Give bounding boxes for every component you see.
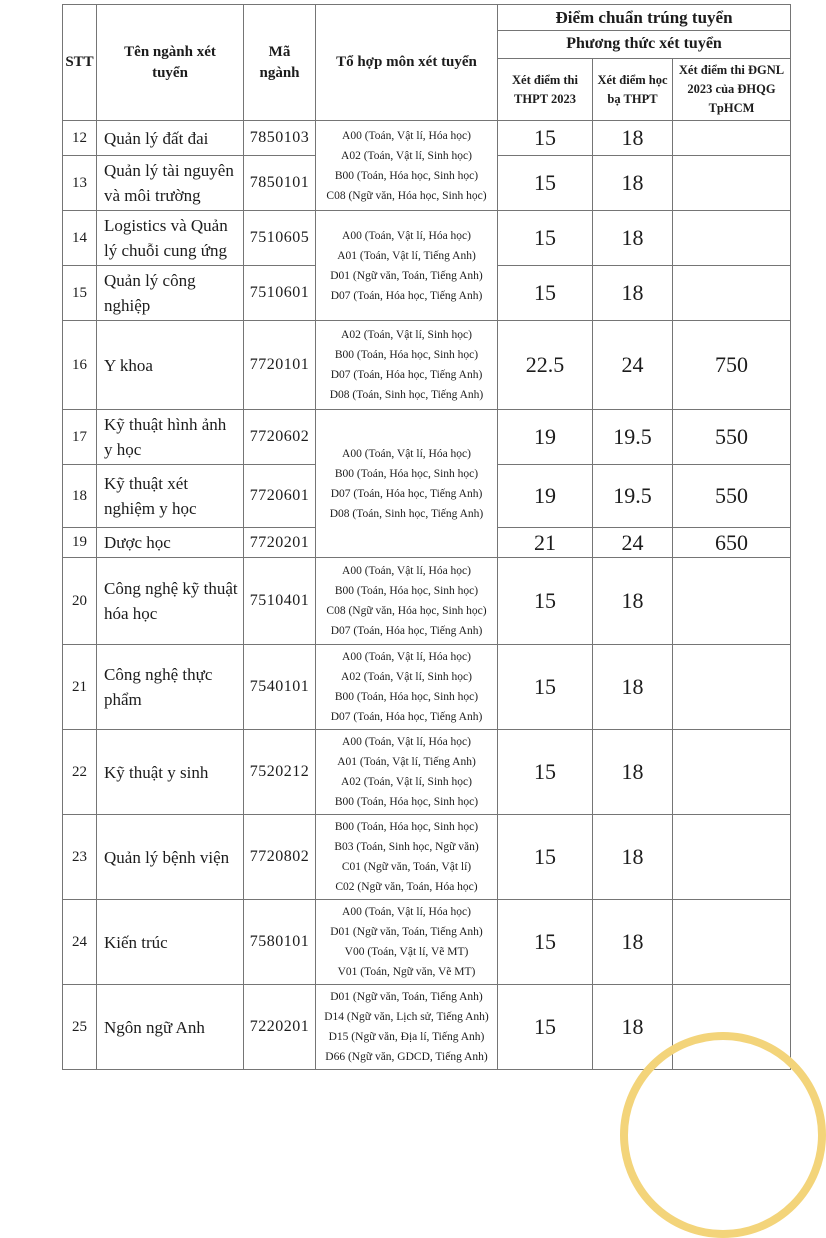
cell-major-name: Quản lý bệnh viện bbox=[97, 815, 244, 900]
combo-line: D07 (Toán, Hóa học, Tiếng Anh) bbox=[330, 711, 483, 723]
cell-stt: 18 bbox=[63, 465, 97, 528]
cell-major-code: 7720601 bbox=[244, 465, 316, 528]
cell-major-name: Dược học bbox=[97, 528, 244, 558]
cell-score-thpt: 19 bbox=[498, 410, 593, 465]
cell-score-thpt: 19 bbox=[498, 465, 593, 528]
cell-major-code: 7850103 bbox=[244, 121, 316, 156]
cell-stt: 17 bbox=[63, 410, 97, 465]
cell-score-thpt: 15 bbox=[498, 900, 593, 985]
table-row-21 bbox=[63, 645, 791, 730]
cell-subject-combos bbox=[316, 900, 498, 985]
combo-line: A02 (Toán, Vật lí, Sinh học) bbox=[341, 776, 472, 788]
cell-subject-combos bbox=[316, 730, 498, 815]
cell-major-name: Kỹ thuật xét nghiệm y học bbox=[97, 465, 244, 528]
cell-stt: 25 bbox=[63, 985, 97, 1070]
cell-major-code: 7720802 bbox=[244, 815, 316, 900]
col-header-major: Tên ngành xét tuyển bbox=[97, 5, 244, 121]
combo-line: D14 (Ngữ văn, Lịch sử, Tiếng Anh) bbox=[324, 1011, 489, 1023]
cell-subject-combos bbox=[316, 645, 498, 730]
cell-score-dgnl bbox=[673, 730, 791, 815]
cell-score-dgnl bbox=[673, 211, 791, 266]
header-group-subtitle: Phương thức xét tuyển bbox=[498, 31, 791, 59]
cell-score-dgnl bbox=[673, 156, 791, 211]
cell-subject-combos bbox=[316, 211, 498, 321]
combo-line: A02 (Toán, Vật lí, Sinh học) bbox=[341, 149, 472, 162]
combo-line: A02 (Toán, Vật lí, Sinh học) bbox=[341, 329, 472, 341]
cell-score-thpt: 15 bbox=[498, 156, 593, 211]
cell-score-thpt: 22.5 bbox=[498, 321, 593, 410]
cell-subject-combos bbox=[316, 815, 498, 900]
cell-score-hocba: 18 bbox=[593, 815, 673, 900]
cell-score-hocba: 18 bbox=[593, 211, 673, 266]
combo-line: D01 (Ngữ văn, Toán, Tiếng Anh) bbox=[330, 991, 483, 1003]
col-header-method-thpt: Xét điểm thi THPT 2023 bbox=[498, 59, 593, 121]
cell-major-code: 7510601 bbox=[244, 266, 316, 321]
cell-stt: 20 bbox=[63, 558, 97, 645]
table-row-16 bbox=[63, 321, 791, 410]
combo-line: A00 (Toán, Vật lí, Hóa học) bbox=[342, 447, 471, 460]
cell-stt: 16 bbox=[63, 321, 97, 410]
cell-score-dgnl bbox=[673, 558, 791, 645]
cell-major-code: 7510605 bbox=[244, 211, 316, 266]
combo-line: D15 (Ngữ văn, Địa lí, Tiếng Anh) bbox=[328, 1031, 485, 1043]
cell-score-thpt: 15 bbox=[498, 211, 593, 266]
cell-stt: 22 bbox=[63, 730, 97, 815]
combo-line: B00 (Toán, Hóa học, Sinh học) bbox=[334, 691, 479, 703]
combo-line: B00 (Toán, Hóa học, Sinh học) bbox=[334, 467, 479, 480]
cell-score-thpt: 15 bbox=[498, 266, 593, 321]
table-row-20 bbox=[63, 558, 791, 645]
cell-score-hocba: 18 bbox=[593, 266, 673, 321]
cell-score-dgnl: 550 bbox=[673, 410, 791, 465]
combo-line: C02 (Ngữ văn, Toán, Hóa học) bbox=[335, 881, 478, 893]
combo-line: C08 (Ngữ văn, Hóa học, Sinh học) bbox=[326, 189, 487, 202]
cell-major-code: 7540101 bbox=[244, 645, 316, 730]
cell-score-hocba: 19.5 bbox=[593, 465, 673, 528]
cell-subject-combos bbox=[316, 321, 498, 410]
combo-line: D07 (Toán, Hóa học, Tiếng Anh) bbox=[330, 369, 483, 381]
cell-score-thpt: 15 bbox=[498, 985, 593, 1070]
col-header-stt: STT bbox=[63, 5, 97, 121]
combo-line: D01 (Ngữ văn, Toán, Tiếng Anh) bbox=[330, 926, 483, 938]
combo-line: A00 (Toán, Vật lí, Hóa học) bbox=[342, 906, 471, 918]
admission-scores-table bbox=[62, 4, 791, 1070]
cell-major-name: Kỹ thuật y sinh bbox=[97, 730, 244, 815]
cell-major-code: 7510401 bbox=[244, 558, 316, 645]
cell-subject-combos bbox=[316, 558, 498, 645]
cell-score-dgnl bbox=[673, 121, 791, 156]
cell-stt: 15 bbox=[63, 266, 97, 321]
combo-line: D08 (Toán, Sinh học, Tiếng Anh) bbox=[329, 389, 484, 401]
cell-major-code: 7720101 bbox=[244, 321, 316, 410]
combo-line: C01 (Ngữ văn, Toán, Vật lí) bbox=[341, 861, 472, 873]
cell-score-dgnl: 550 bbox=[673, 465, 791, 528]
cell-score-hocba: 18 bbox=[593, 156, 673, 211]
cell-major-name: Quản lý tài nguyên và môi trường bbox=[97, 156, 244, 211]
cell-stt: 19 bbox=[63, 528, 97, 558]
cell-major-code: 7720201 bbox=[244, 528, 316, 558]
combo-line: A00 (Toán, Vật lí, Hóa học) bbox=[342, 129, 471, 142]
header-group-title: Điểm chuẩn trúng tuyển bbox=[498, 5, 791, 31]
combo-line: A00 (Toán, Vật lí, Hóa học) bbox=[342, 565, 471, 577]
combo-line: D07 (Toán, Hóa học, Tiếng Anh) bbox=[330, 289, 483, 302]
cell-score-hocba: 18 bbox=[593, 121, 673, 156]
cell-score-hocba: 24 bbox=[593, 321, 673, 410]
cell-score-dgnl bbox=[673, 266, 791, 321]
cell-score-hocba: 24 bbox=[593, 528, 673, 558]
cell-major-name: Quản lý công nghiệp bbox=[97, 266, 244, 321]
combo-line: A01 (Toán, Vật lí, Tiếng Anh) bbox=[337, 756, 476, 768]
combo-line: A00 (Toán, Vật lí, Hóa học) bbox=[342, 651, 471, 663]
cell-score-hocba: 18 bbox=[593, 558, 673, 645]
table-row-12 bbox=[63, 121, 791, 156]
table-row-14 bbox=[63, 211, 791, 266]
combo-line: D01 (Ngữ văn, Toán, Tiếng Anh) bbox=[330, 269, 483, 282]
cell-major-code: 7850101 bbox=[244, 156, 316, 211]
cell-major-name: Ngôn ngữ Anh bbox=[97, 985, 244, 1070]
cell-score-thpt: 15 bbox=[498, 645, 593, 730]
cell-score-dgnl: 750 bbox=[673, 321, 791, 410]
col-header-method-dgnl: Xét điểm thi ĐGNL 2023 của ĐHQG TpHCM bbox=[673, 59, 791, 121]
cell-score-hocba: 18 bbox=[593, 730, 673, 815]
combo-line: B00 (Toán, Hóa học, Sinh học) bbox=[334, 796, 479, 808]
col-header-combo: Tổ hợp môn xét tuyển bbox=[316, 5, 498, 121]
cell-stt: 21 bbox=[63, 645, 97, 730]
cell-stt: 14 bbox=[63, 211, 97, 266]
combo-line: B00 (Toán, Hóa học, Sinh học) bbox=[334, 349, 479, 361]
combo-line: D66 (Ngữ văn, GDCD, Tiếng Anh) bbox=[325, 1051, 488, 1063]
combo-line: D07 (Toán, Hóa học, Tiếng Anh) bbox=[330, 625, 483, 637]
cell-stt: 23 bbox=[63, 815, 97, 900]
cell-stt: 13 bbox=[63, 156, 97, 211]
cell-score-dgnl bbox=[673, 645, 791, 730]
cell-stt: 24 bbox=[63, 900, 97, 985]
cell-major-code: 7520212 bbox=[244, 730, 316, 815]
cell-subject-combos bbox=[316, 985, 498, 1070]
cell-score-dgnl bbox=[673, 815, 791, 900]
combo-line: B00 (Toán, Hóa học, Sinh học) bbox=[334, 169, 479, 182]
combo-line: A00 (Toán, Vật lí, Hóa học) bbox=[342, 736, 471, 748]
cell-score-thpt: 15 bbox=[498, 730, 593, 815]
table-row-23 bbox=[63, 815, 791, 900]
decorative-circle bbox=[620, 1032, 826, 1238]
combo-line: D07 (Toán, Hóa học, Tiếng Anh) bbox=[330, 487, 483, 500]
cell-score-thpt: 21 bbox=[498, 528, 593, 558]
combo-line: A02 (Toán, Vật lí, Sinh học) bbox=[341, 671, 472, 683]
cell-major-code: 7580101 bbox=[244, 900, 316, 985]
combo-line: V00 (Toán, Vật lí, Vẽ MT) bbox=[344, 946, 469, 958]
cell-score-hocba: 18 bbox=[593, 985, 673, 1070]
cell-major-name: Kỹ thuật hình ảnh y học bbox=[97, 410, 244, 465]
table-row-17 bbox=[63, 410, 791, 465]
cell-stt: 12 bbox=[63, 121, 97, 156]
cell-major-name: Logistics và Quản lý chuỗi cung ứng bbox=[97, 211, 244, 266]
cell-score-hocba: 18 bbox=[593, 645, 673, 730]
cell-score-dgnl: 650 bbox=[673, 528, 791, 558]
cell-major-name: Công nghệ kỹ thuật hóa học bbox=[97, 558, 244, 645]
col-header-method-hocba: Xét điểm học bạ THPT bbox=[593, 59, 673, 121]
cell-score-dgnl bbox=[673, 900, 791, 985]
table-row-22 bbox=[63, 730, 791, 815]
combo-line: D08 (Toán, Sinh học, Tiếng Anh) bbox=[329, 507, 484, 520]
combo-line: A01 (Toán, Vật lí, Tiếng Anh) bbox=[337, 249, 476, 262]
cell-score-hocba: 18 bbox=[593, 900, 673, 985]
cell-major-name: Kiến trúc bbox=[97, 900, 244, 985]
cell-major-code: 7720602 bbox=[244, 410, 316, 465]
combo-line: C08 (Ngữ văn, Hóa học, Sinh học) bbox=[326, 605, 487, 617]
combo-line: B03 (Toán, Sinh học, Ngữ văn) bbox=[334, 841, 479, 853]
cell-score-thpt: 15 bbox=[498, 558, 593, 645]
combo-line: B00 (Toán, Hóa học, Sinh học) bbox=[334, 585, 479, 597]
cell-subject-combos bbox=[316, 410, 498, 558]
cell-score-thpt: 15 bbox=[498, 815, 593, 900]
col-header-code: Mã ngành bbox=[244, 5, 316, 121]
cell-major-name: Y khoa bbox=[97, 321, 244, 410]
cell-major-code: 7220201 bbox=[244, 985, 316, 1070]
cell-major-name: Quản lý đất đai bbox=[97, 121, 244, 156]
combo-line: A00 (Toán, Vật lí, Hóa học) bbox=[342, 229, 471, 242]
cell-score-thpt: 15 bbox=[498, 121, 593, 156]
combo-line: V01 (Toán, Ngữ văn, Vẽ MT) bbox=[337, 966, 476, 978]
cell-major-name: Công nghệ thực phẩm bbox=[97, 645, 244, 730]
cell-score-hocba: 19.5 bbox=[593, 410, 673, 465]
cell-subject-combos bbox=[316, 121, 498, 211]
combo-line: B00 (Toán, Hóa học, Sinh học) bbox=[334, 821, 479, 833]
table-row-24 bbox=[63, 900, 791, 985]
